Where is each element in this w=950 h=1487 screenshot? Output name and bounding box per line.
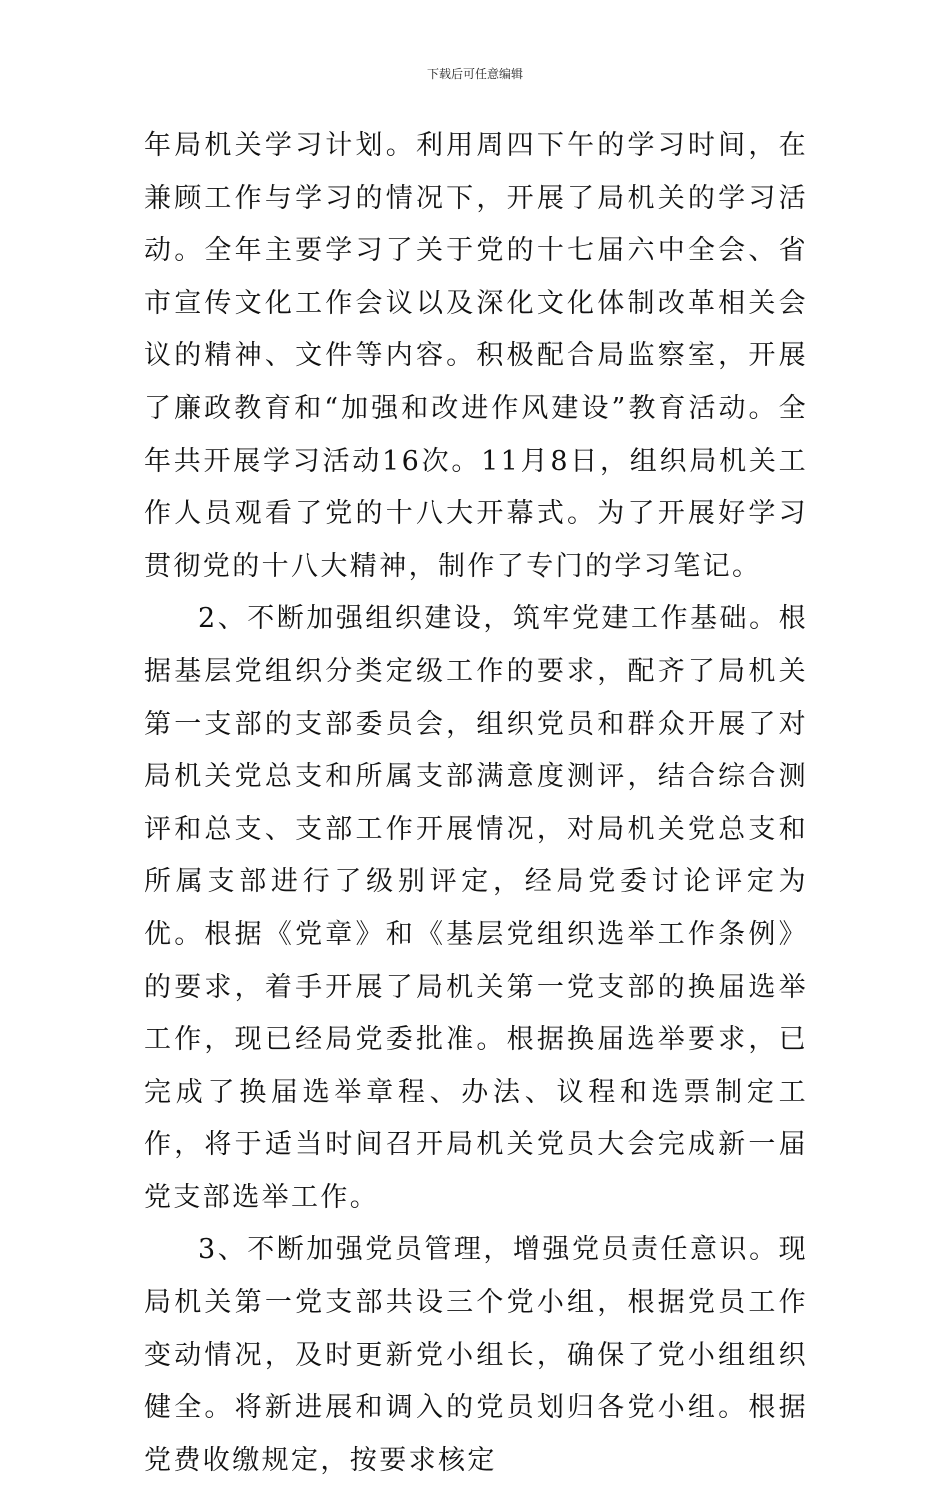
paragraph-organization-building: 2、不断加强组织建设，筑牢党建工作基础。根据基层党组织分类定级工作的要求，配齐了局机关第一支部的支部委员会，组织党员和群众开展了对局机关党总支和所属支部满意度测评，结合综合测评和总支、支部工作开展情况，对局机关党总支和所属支部进行了级别评定，经局党委讨论评定为优。根据《党章》和《基层党组织选举工作条例》的要求，着手开展了局机关第一党支部的换届选举工作，现已经局党委批准。根据换届选举要求，已完成了换届选举章程、办法、议程和选票制定工作，将于适当时间召开局机关党员大会完成新一届党支部选举工作。 [144,603,808,1213]
paragraph-continuation: 年局机关学习计划。利用周四下午的学习时间，在兼顾工作与学习的情况下，开展了局机关的学习活动。全年主要学习了关于党的十七届六中全会、省市宣传文化工作会议以及深化文化体制改革相关会议的精神、文件等内容。积极配合局监察室，开展了廉政教育和“加强和改进作风建设”教育活动。全年共开展学习活动16次。11月8日，组织局机关工作人员观看了党的十八大开幕式。为了开展好学习贯彻党的十八大精神，制作了专门的学习笔记。 [144,130,808,582]
document-body [144,120,808,1487]
page-header: 下载后可任意编辑 [426,67,523,81]
paragraph-member-management: 3、不断加强党员管理，增强党员责任意识。现局机关第一党支部共设三个党小组，根据党员工作变动情况，及时更新党小组长，确保了党小组组织健全。将新进展和调入的党员划归各党小组。根据党费收缴规定，按要求核定 [144,1234,808,1476]
